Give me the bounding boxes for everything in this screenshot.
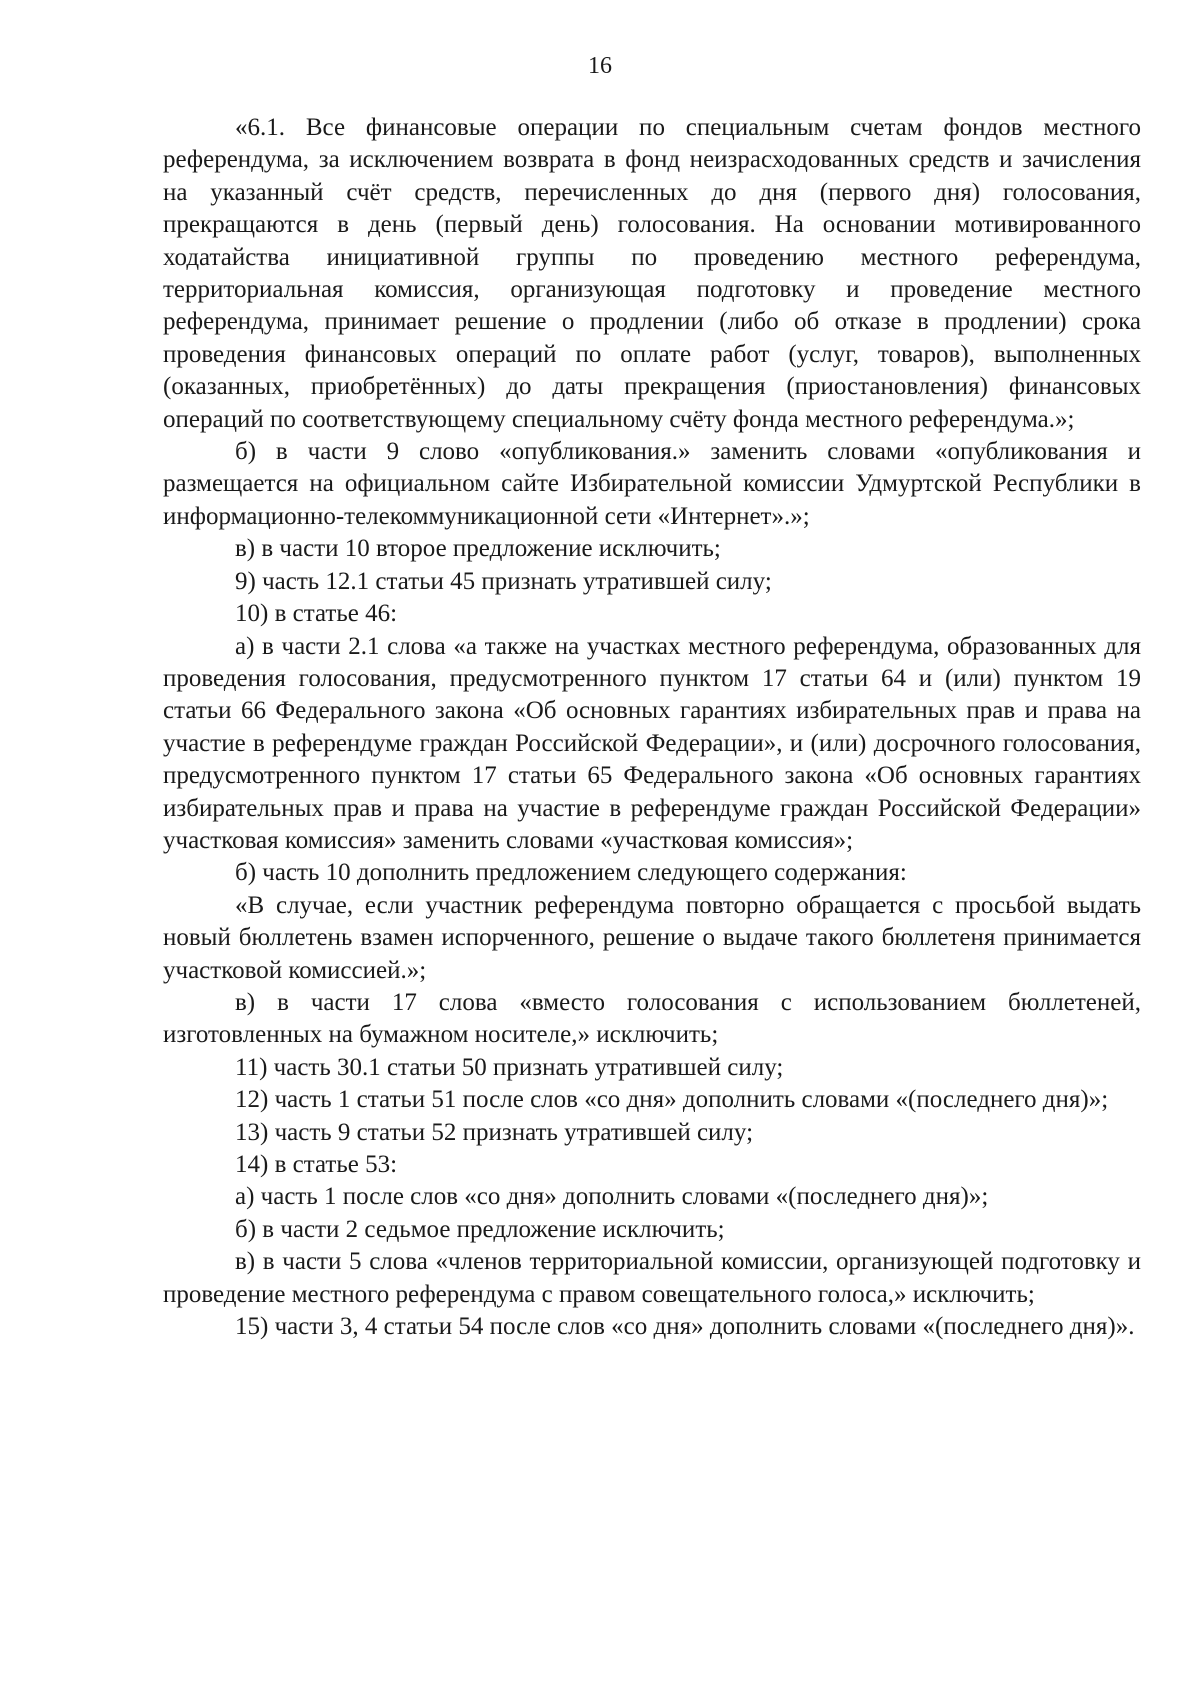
paragraph-item-11: 11) часть 30.1 статьи 50 признать утратившей силу; bbox=[235, 1053, 784, 1081]
paragraph-item-14: 14) в статье 53: bbox=[235, 1151, 398, 1178]
paragraph-b-part-10: б) часть 10 дополнить предложением следующего содержания: bbox=[235, 859, 907, 887]
paragraph-v-part-5: в) в части 5 слова «членов территориальной комиссии, организующей подготовку и проведение местного референдума с правом совещательного голоса,» исключить; bbox=[163, 1248, 1141, 1308]
paragraph-item-12: 12) часть 1 статьи 51 после слов «со дня» дополнить словами «(последнего дня)»; bbox=[235, 1086, 1109, 1114]
paragraph-6-1: «6.1. Все финансовые операции по специальным счетам фондов местного референдума, за исключением возврата в фонд неизрасходованных средств и зачисления на указанный счёт средств, перечисленных до дня (первого дня) голосования, прекращаются в день (первый день) голосования. На основании мотивированного ходатайства инициативной группы по проведению местного референдума, территориальная комиссия, организующая подготовку и проведение местного референдума, принимает решение о продлении (либо об отказе в продлении) срока проведения финансовых операций по оплате работ (услуг, товаров), выполненных (оказанных, приобретённых) до даты прекращения (приостановления) финансовых операций по соответствующему специальному счёту фонда местного референдума.»; bbox=[163, 114, 1141, 433]
paragraph-a-part-1: а) часть 1 после слов «со дня» дополнить словами «(последнего дня)»; bbox=[235, 1183, 989, 1211]
paragraph-v-part-17: в) в части 17 слова «вместо голосования с использованием бюллетеней, изготовленных на бумажном носителе,» исключить; bbox=[163, 988, 1141, 1049]
paragraph-item-15: 15) части 3, 4 статьи 54 после слов «со дня» дополнить словами «(последнего дня)». bbox=[235, 1313, 1135, 1341]
paragraph-item-10: 10) в статье 46: bbox=[235, 600, 398, 628]
paragraph-item-13: 13) часть 9 статьи 52 признать утратившей силу; bbox=[235, 1118, 754, 1146]
page-number: 16 bbox=[588, 53, 612, 79]
paragraph-b-part-9: б) в части 9 слово «опубликования.» заменить словами «опубликования и размещается на официальном сайте Избирательной комиссии Удмуртской Республики в информационно-телекоммуникационной сети «Интернет».»; bbox=[163, 438, 1141, 530]
paragraph-quoted-addition: «В случае, если участник референдума повторно обращается с просьбой выдать новый бюллетень взамен испорченного, решение о выдаче такого бюллетеня принимается участковой комиссией.»; bbox=[163, 891, 1141, 984]
paragraph-v-part-10: в) в части 10 второе предложение исключить; bbox=[235, 535, 721, 563]
paragraph-b-part-2: б) в части 2 седьмое предложение исключить; bbox=[235, 1215, 725, 1243]
paragraph-item-9: 9) часть 12.1 статьи 45 признать утратившей силу; bbox=[235, 567, 772, 595]
document-body bbox=[163, 112, 1141, 1343]
paragraph-a-part-2-1: а) в части 2.1 слова «а также на участках местного референдума, образованных для проведения голосования, предусмотренного пунктом 17 статьи 64 и (или) пунктом 19 статьи 66 Федерального закона «Об основных гарантиях избирательных прав и права на участие в референдуме граждан Российской Федерации», и (или) досрочного голосования, предусмотренного пунктом 17 статьи 65 Федерального закона «Об основных гарантиях избирательных прав и права на участие в референдуме граждан Российской Федерации» участковая комиссия» заменить словами «участковая комиссия»; bbox=[163, 632, 1141, 854]
